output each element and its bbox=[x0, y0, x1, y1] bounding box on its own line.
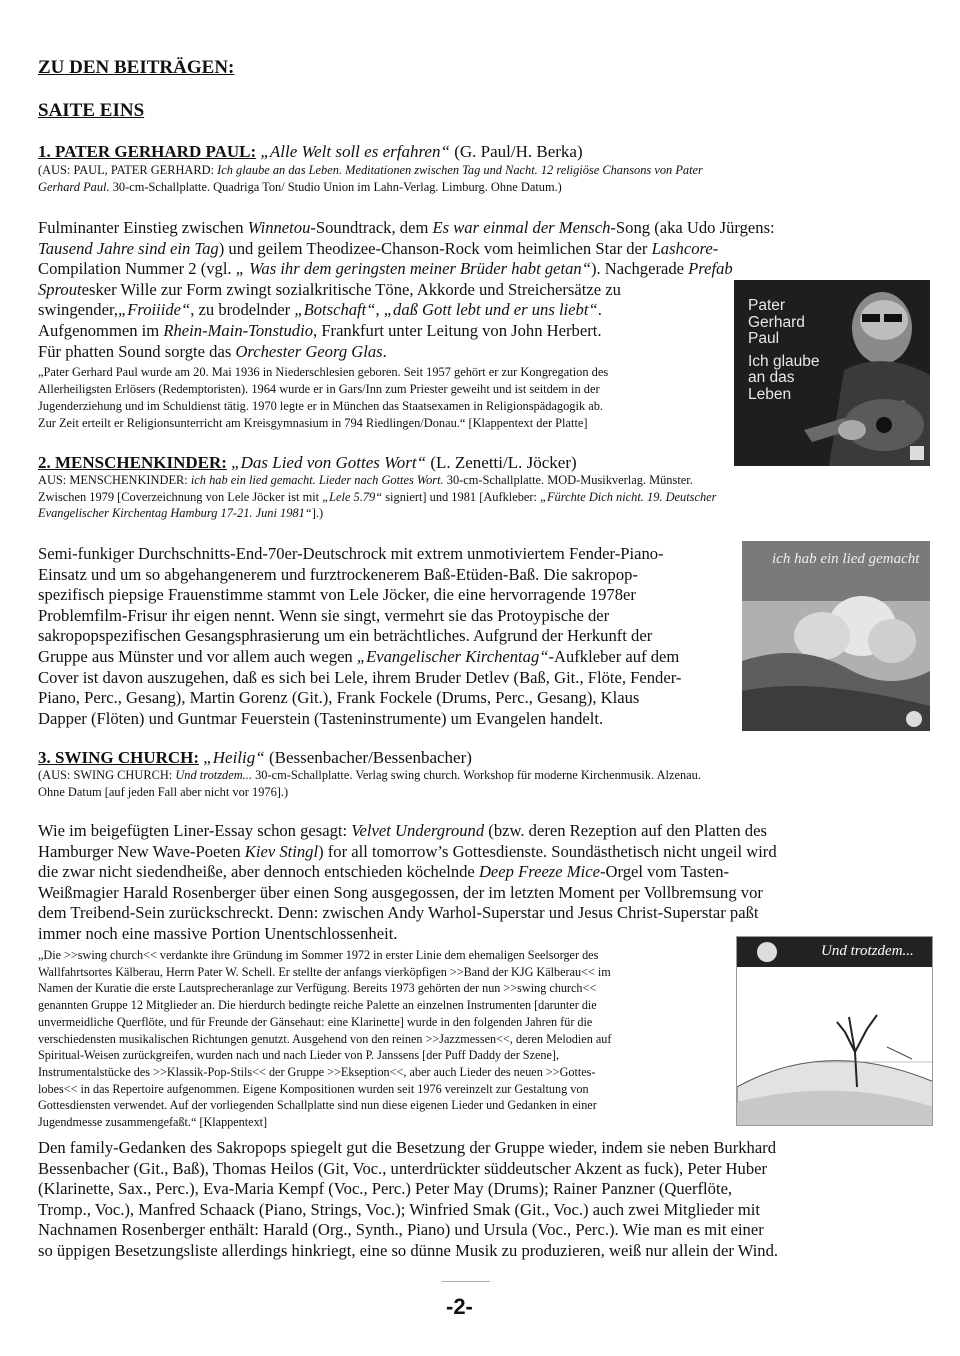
entry-2-source: AUS: MENSCHENKINDER: ich hab ein lied gemacht. Lieder nach Gottes Wort. 30-cm-Schallplatte. MOD-Musikverlag. Münster. Zwischen 1979 [Coverzeichnung von Lele Jöcker ist mit „Lele 5.79“ signiert] und 1981 [Aufkleber: „Fürchte Dich nicht. 19. Deutscher Evangelischer Kirchentag Hamburg 17-21. Juni 1981“].) bbox=[38, 473, 717, 521]
page-number: -2- bbox=[446, 1294, 473, 1319]
cover-1-text: Pater Gerhard Paul Ich glaube an das Leben bbox=[748, 297, 820, 403]
entry-3-quote: „Die >>swing church<< verdankte ihre Gründung im Sommer 1972 in erster Linie dem ehemaligen Seelsorger des Wallfahrtsortes Kälberau, Herrn Pater W. Schell. Er stellte der anfangs vierköpfigen >>Band der KJG Kälberau<< im Namen der Kuratie die erste Lautsprecheranlage zur Verfügung. Bereits 1973 gehörten der nun >>swing church<< genannten Gruppe 12 Mitglieder an. Die hierdurch bedingte reiche Palette an einzelnen Instrumenten [darunter die unvermeidliche Querflöte, und für Freunde der Gänsehaut: eine Klarinette] wurde in den folgenden Jahren für die verschiedensten musikalischen Richtungen genutzt. Ausgehend von den reinen >>Jazzmessen<<, deren Melodien auf Spiritual-Weisen zurückgreifen, wurden nach und nach Lieder von P. Janssens [der Puff Daddy der Szene], Instrumentalstücke des >>Klassik-Pop-Stils<< der Gruppe >>Ekseption<<, aber auch Lieder des neuen >>Gottes- lobes<< in das Repertoire aufgenommen. Eigene Kompositionen wurden seit 1976 vereinzelt zur Gestaltung von Gottesdiensten verwendet. Auf der vorliegenden Schallplatte sind nun diese eigenen Lieder und Gedanken in einer Jugendmesse zusammengefaßt.“ [Klappentext] bbox=[38, 948, 612, 1130]
tree-illustration bbox=[737, 937, 933, 1126]
album-cover-menschenkinder bbox=[742, 541, 930, 731]
entry-1-song: „Alle Welt soll es erfahren“ bbox=[260, 142, 450, 161]
entry-1-quote: „Pater Gerhard Paul wurde am 20. Mai 1936 in Niederschlesien geboren. Seit 1957 gehört er zur Kongregation des Allerheiligsten Erlösers (Redemptoristen). 1964 wurde er in Gars/Inn zum Priester geweiht und ist seitdem in der Jugenderziehung und im Schuldienst tätig. 1970 legte er in München das Staatsexamen in Religionspädagogik ab. Zur Zeit erteilt er Religionsunterricht am Kreisgymnasium in 794 Riedlingen/Donau.“ [Klappentext der Platte] bbox=[38, 365, 609, 430]
entry-1-credit: (G. Paul/H. Berka) bbox=[454, 142, 583, 161]
album-cover-pater-gerhard-paul bbox=[734, 280, 930, 466]
entry-2-paragraph: Semi-funkiger Durchschnitts-End-70er-Deutschrock mit extrem unmotiviertem Fender-Piano- Einsatz und um so abgehangenerem und furztrockenerem Baß-Etüden-Baß. Die sakropop- spezifisch piepsige Frauenstimme stammt von Lele Jöcker, die eine hervorragende 1978er Problemfilm-Frisur ihr eigen nennt. Wenn sie singt, vermehrt sie das Protoypische der sakropopspezifischen Gesangsphrasierung um ein beträchtliches. Aufgrund der Herkunft der Gruppe aus Münster und vor allem auch wegen „Evangelischer Kirchentag“-Aufkleber auf dem Cover ist davon auszugehen, daß es sich bei Lele, ihrem Bruder Detlev (Baß, Git., Flöte, Fender- Piano, Perc., Gesang), Martin Gorenz (Git.), Frank Fockele (Drums, Perc., Gesang), Klaus Dapper (Flöten) und Guntmar Feuerstein (Tasteninstrumente) um Evangelen handelt. bbox=[38, 544, 682, 728]
entry-1-paragraph: Fulminanter Einstieg zwischen Winnetou-Soundtrack, dem Es war einmal der Mensch-Song (aka Udo Jürgens: Tausend Jahre sind ein Tag) und geilem Theodizee-Chanson-Rock vom heimlichen Star der Lashcore- Compilation Nummer 2 (vgl. „ Was ihr dem geringsten meiner Brüder habt getan“). Nachgerade Prefab Sproutesker Wille zur Form zwingt sozialkritische Töne, Akkorde und Streichersätze zu swingender,„Froiiide“, zu brodelnder „Botschaft“, „daß Gott lebt und er uns liebt“. Aufgenommen im Rhein-Main-Tonstudio, Frankfurt unter Leitung von John Herbert. Für phatten Sound sorgte das Orchester Georg Glas. bbox=[38, 218, 775, 361]
entry-3-source: (AUS: SWING CHURCH: Und trotzdem... 30-cm-Schallplatte. Verlag swing church. Workshop für moderne Kirchenmusik. Alzenau. Ohne Datum [auf jeden Fall aber nicht vor 1976].) bbox=[38, 768, 701, 799]
entry-2-title: 2. MENSCHENKINDER: bbox=[38, 453, 227, 472]
entry-3-title-line bbox=[38, 748, 472, 768]
entry-1-title: 1. PATER GERHARD PAUL: bbox=[38, 142, 257, 161]
landscape-illustration bbox=[742, 541, 930, 731]
cover-2-text: ich hab ein lied gemacht bbox=[772, 551, 920, 567]
entry-3-credit: (Bessenbacher/Bessenbacher) bbox=[268, 748, 472, 767]
entry-1-title-line bbox=[38, 142, 583, 162]
main-heading: ZU DEN BEITRÄGEN: bbox=[38, 57, 235, 78]
entry-2-title-line bbox=[38, 453, 577, 473]
side-heading: SAITE EINS bbox=[38, 100, 145, 121]
entry-3-song: „Heilig“ bbox=[203, 748, 265, 767]
entry-1-source: (AUS: PAUL, PATER GERHARD: Ich glaube an das Leben. Meditationen zwischen Tag und Nacht. 12 religiöse Chansons von Pater Gerhard Paul. 30-cm-Schallplatte. Quadriga Ton/ Studio Union im Lahn-Verlag. Limburg. Ohne Datum.) bbox=[38, 163, 703, 194]
entry-2-song: „Das Lied von Gottes Wort“ bbox=[231, 453, 427, 472]
album-cover-swing-church bbox=[736, 936, 933, 1126]
entry-3-title: 3. SWING CHURCH: bbox=[38, 748, 200, 767]
entry-3-paragraph-1: Wie im beigefügten Liner-Essay schon gesagt: Velvet Underground (bzw. deren Rezeption auf den Platten des Hamburger New Wave-Poeten Kiev Stingl) for all tomorrow’s Gottesdienste. Soundästhetisch nicht ungeil wird die zwar nicht siedendheiße, aber dennoch entschieden köchelnde Deep Freeze Mice-Orgel vom Tasten- Weißmagier Harald Rosenberger über einen Song ausgegossen, der im letzten Moment per Vollbremsung vor dem Treibend-Sein zurückschreckt. Denn: zwischen Andy Warhol-Superstar und Jesus Christ-Superstar paßt immer noch eine massive Portion Unentschlossenheit. bbox=[38, 821, 777, 943]
footer-rule bbox=[442, 1281, 490, 1282]
entry-3-paragraph-2: Den family-Gedanken des Sakropops spiegelt gut die Besetzung der Gruppe wieder, indem sie neben Burkhard Bessenbacher (Git., Baß), Thomas Heilos (Git, Voc., unterdrückter süddeutscher Akzent as fuck), Peter Huber (Klarinette, Sax., Perc.), Eva-Maria Kempf (Voc., Perc.) Peter May (Drums); Rainer Panzner (Querflöte, Tromp., Voc.), Manfred Schaack (Piano, Strings, Voc.); Winfried Smak (Git., Voc.) auch zwei Mitglieder mit Nachnamen Rosenberger enthält: Harald (Org., Synth., Piano) und Ursula (Voc., Perc.). Wie man es mit einer so üppigen Besetzungsliste allerdings hinkriegt, eine so dünne Musik zu produzieren, weiß nur allein der Wind. bbox=[38, 1138, 779, 1260]
entry-2-credit: (L. Zenetti/L. Jöcker) bbox=[430, 453, 577, 472]
cover-3-text: Und trotzdem... bbox=[821, 943, 914, 959]
